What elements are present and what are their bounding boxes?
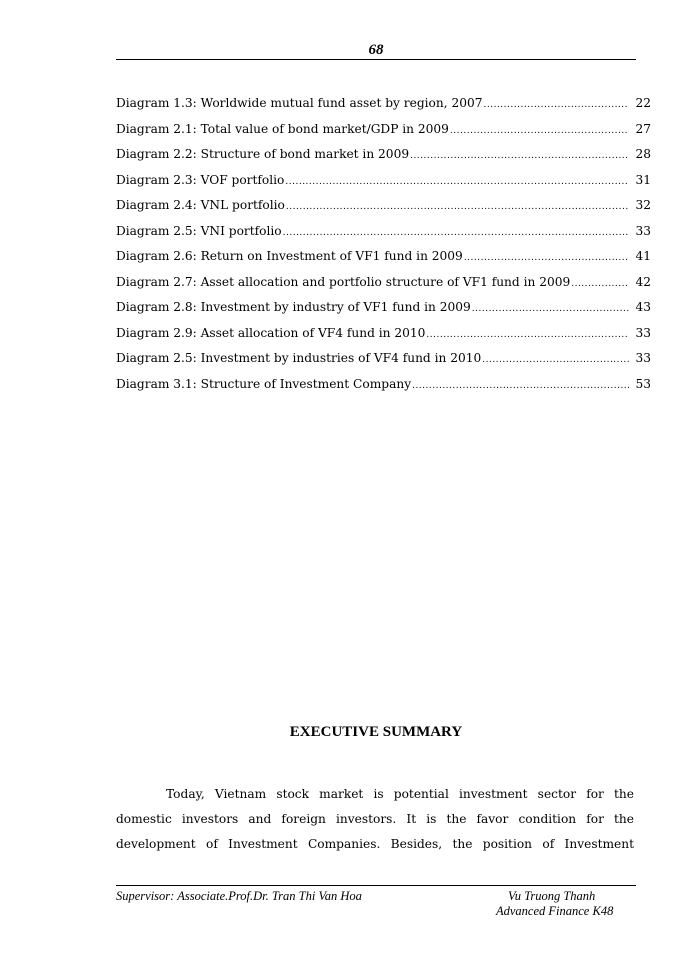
toc-dot-leader xyxy=(285,177,629,187)
executive-summary-heading: EXECUTIVE SUMMARY xyxy=(289,724,463,740)
toc-entry-page: 31 xyxy=(635,172,651,187)
toc-entry-page: 27 xyxy=(635,121,651,136)
toc-entry xyxy=(116,96,651,122)
toc-dot-leader xyxy=(472,304,629,314)
toc-entry-page: 43 xyxy=(635,300,651,314)
toc-entry-title: Diagram 2.3: VOF portfolio xyxy=(116,172,285,187)
toc-entry-page: 33 xyxy=(635,325,651,340)
toc-dot-leader xyxy=(410,151,629,161)
toc-entry xyxy=(116,249,651,275)
toc-entry xyxy=(116,173,651,199)
toc-entry xyxy=(116,198,651,224)
footer-supervisor: Supervisor: Associate.Prof.Dr. Tran Thi Van Hoa xyxy=(116,889,362,903)
toc-dot-leader xyxy=(283,228,629,238)
toc-entry-title: Diagram 2.5: Investment by industries of VF4 fund in 2010 xyxy=(116,351,482,365)
toc-entry xyxy=(116,122,651,148)
toc-entry-title: Diagram 2.6: Return on Investment of VF1 fund in 2009 xyxy=(116,249,463,263)
toc-dot-leader xyxy=(412,381,629,391)
toc-entry-title: Diagram 2.4: VNL portfolio xyxy=(116,198,285,212)
header-rule xyxy=(116,59,636,60)
toc-entry-title: Diagram 2.8: Investment by industry of VF1 fund in 2009 xyxy=(116,300,471,314)
toc-entry-page: 33 xyxy=(635,351,651,365)
toc-entry-title: Diagram 1.3: Worldwide mutual fund asset by region, 2007 xyxy=(116,96,483,110)
toc-dot-leader xyxy=(464,253,629,263)
toc-dot-leader xyxy=(484,100,630,110)
page-number: 68 xyxy=(368,42,384,58)
toc-entry xyxy=(116,224,651,250)
toc-entry xyxy=(116,300,651,326)
toc-dot-leader xyxy=(286,202,629,212)
toc-dot-leader xyxy=(571,279,629,289)
toc-entry xyxy=(116,275,651,301)
toc-entry-title: Diagram 2.7: Asset allocation and portfolio structure of VF1 fund in 2009 xyxy=(116,274,571,289)
toc-entry-title: Diagram 2.1: Total value of bond market/GDP in 2009 xyxy=(116,121,449,136)
toc-entry-page: 22 xyxy=(635,96,651,110)
toc-dot-leader xyxy=(450,126,629,136)
toc-entry-title: Diagram 3.1: Structure of Investment Company xyxy=(116,376,412,391)
toc-dot-leader xyxy=(482,355,629,365)
footer-author-class: Advanced Finance K48 xyxy=(496,904,614,918)
toc-entry-page: 53 xyxy=(635,376,651,391)
footer-rule xyxy=(116,885,636,886)
toc-entry-page: 41 xyxy=(635,249,651,263)
toc-entry xyxy=(116,351,651,377)
toc-entry-page: 32 xyxy=(635,198,651,212)
footer-author xyxy=(496,889,613,919)
executive-summary-paragraph: Today, Vietnam stock market is potential investment sector for the domestic investors and foreign investors. It is the favor condition for the development of Investment Companies. Besides, the position of Investment xyxy=(116,787,634,851)
toc-entry-page: 42 xyxy=(635,274,651,289)
toc-dot-leader xyxy=(426,330,629,340)
toc-entry xyxy=(116,326,651,352)
toc-entry-title: Diagram 2.9: Asset allocation of VF4 fund in 2010 xyxy=(116,325,426,340)
toc-entry-page: 33 xyxy=(635,223,651,238)
toc-entry-title: Diagram 2.2: Structure of bond market in 2009 xyxy=(116,147,410,161)
table-of-diagrams xyxy=(116,96,651,402)
toc-entry xyxy=(116,147,651,173)
toc-entry xyxy=(116,377,651,403)
toc-entry-page: 28 xyxy=(635,147,651,161)
footer-author-name: Vu Truong Thanh xyxy=(508,889,596,903)
toc-entry-title: Diagram 2.5: VNI portfolio xyxy=(116,223,282,238)
